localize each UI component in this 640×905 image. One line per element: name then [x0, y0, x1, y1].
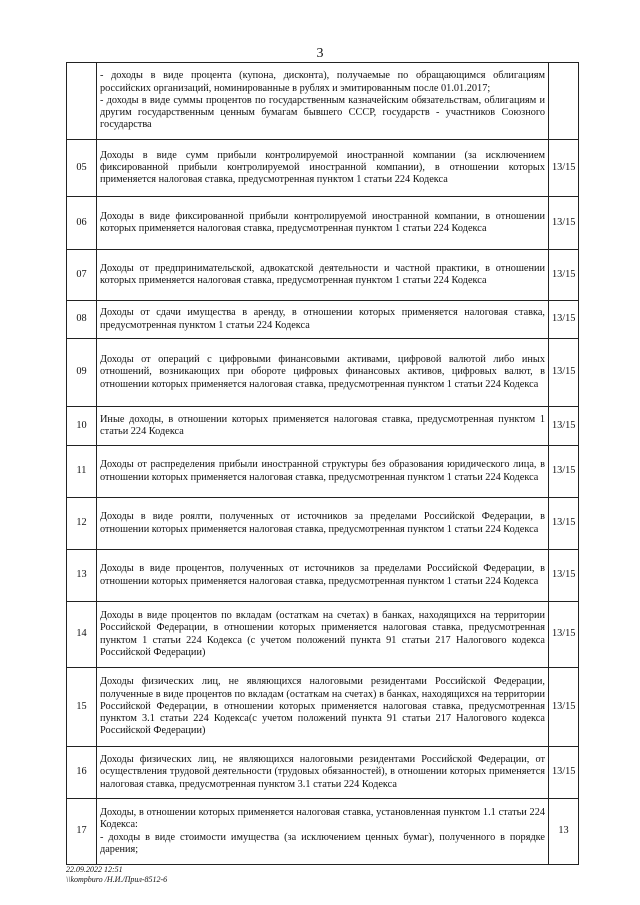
tax-rate: 13/15 — [549, 668, 579, 747]
income-description — [97, 301, 549, 339]
description-line: Доходы от сдачи имущества в аренду, в отношении которых применяется налоговая ставка, предусмотренная пунктом 1 статьи 224 Кодекса — [100, 307, 545, 331]
tax-rate: 13/15 — [549, 197, 579, 250]
table-row — [67, 250, 579, 301]
income-description — [97, 550, 549, 602]
income-code: 14 — [67, 602, 97, 668]
income-code: 17 — [67, 799, 97, 865]
print-path: \\kompburo /Н.И./Прил-8512-6 — [66, 875, 168, 884]
description-line: Доходы в виде сумм прибыли контролируемой иностранной компании (за исключением фиксированной прибыли контролируемой иностранной компании), в отношении которых применяется налоговая ставка, предусмотренная пунктом 1 статьи 224 Кодекса — [100, 149, 545, 186]
income-description — [97, 602, 549, 668]
description-line: Доходы, в отношении которых применяется налоговая ставка, установленная пунктом 1.1 статьи 224 Кодекса: — [100, 807, 545, 831]
table-row — [67, 301, 579, 339]
income-code: 07 — [67, 250, 97, 301]
income-codes-table — [66, 62, 579, 865]
income-description — [97, 747, 549, 799]
page-number: 3 — [316, 46, 324, 61]
income-code: 05 — [67, 140, 97, 197]
description-line: Доходы в виде роялти, полученных от источников за пределами Российской Федерации, в отношении которых применяется налоговая ставка, предусмотренная пунктом 1 статьи 224 Кодекса — [100, 511, 545, 535]
tax-rate: 13/15 — [549, 301, 579, 339]
description-line: Доходы от распределения прибыли иностранной структуры без образования юридического лица, в отношении которых применяется налоговая ставка, предусмотренная пунктом 1 статьи 224 Кодекса — [100, 459, 545, 483]
table-row — [67, 407, 579, 446]
income-code: 06 — [67, 197, 97, 250]
tax-rate — [549, 63, 579, 140]
tax-rate: 13/15 — [549, 550, 579, 602]
description-line: Доходы в виде процентов, полученных от источников за пределами Российской Федерации, в отношении которых применяется налоговая ставка, предусмотренная пунктом 1 статьи 224 Кодекса — [100, 563, 545, 587]
income-code: 16 — [67, 747, 97, 799]
description-line: - доходы в виде стоимости имущества (за исключением ценных бумаг), полученного в порядке дарения; — [100, 831, 545, 855]
tax-rate: 13/15 — [549, 407, 579, 446]
table-row — [67, 602, 579, 668]
tax-rate: 13/15 — [549, 498, 579, 550]
description-line: Доходы в виде процентов по вкладам (остаткам на счетах) в банках, находящихся на территории Российской Федерации, в отношении которых применяется налоговая ставка, предусмотренная пунктом 1 статьи 224 Кодекса (с учетом положений пункта 91 статьи 217 Налогового кодекса Российской Федерации) — [100, 610, 545, 658]
income-description — [97, 668, 549, 747]
description-line: Доходы физических лиц, не являющихся налоговыми резидентами Российской Федерации, от осуществления трудовой деятельности (трудовых обязанностей), в отношении которых применяется налоговая ставка, предусмотренная пунктом 3.1 статьи 224 Кодекса — [100, 754, 545, 790]
income-code — [67, 63, 97, 140]
income-description — [97, 446, 549, 498]
tax-rate: 13/15 — [549, 339, 579, 407]
description-line: - доходы в виде суммы процентов по государственным казначейским обязательствам, облигациям и другим государственным ценным бумагам бывшего СССР, государств - участников Союзного государства — [100, 94, 545, 131]
tax-rate: 13/15 — [549, 602, 579, 668]
income-code: 11 — [67, 446, 97, 498]
income-description — [97, 407, 549, 446]
table-row — [67, 498, 579, 550]
income-description — [97, 498, 549, 550]
income-description — [97, 799, 549, 865]
description-line: Иные доходы, в отношении которых применяется налоговая ставка, предусмотренная пунктом 1 статьи 224 Кодекса — [100, 413, 545, 437]
table-row — [67, 668, 579, 747]
tax-rate: 13 — [549, 799, 579, 865]
description-line: Доходы от предпринимательской, адвокатской деятельности и частной практики, в отношении которых применяется налоговая ставка, предусмотренная пунктом 1 статьи 224 Кодекса — [100, 262, 545, 286]
income-code: 12 — [67, 498, 97, 550]
income-code: 13 — [67, 550, 97, 602]
description-line: Доходы в виде фиксированной прибыли контролируемой иностранной компании, в отношении которых применяется налоговая ставка, предусмотренная пунктом 1 статьи 224 Кодекса — [100, 210, 545, 234]
table-row — [67, 747, 579, 799]
tax-rate: 13/15 — [549, 250, 579, 301]
table-row — [67, 799, 579, 865]
tax-rate: 13/15 — [549, 446, 579, 498]
income-code: 15 — [67, 668, 97, 747]
description-line: Доходы физических лиц, не являющихся налоговыми резидентами Российской Федерации, полученные в виде процентов по вкладам (остаткам на счетах) в банках, находящихся на территории Российской Федерации, в отношении которых применяется налоговая ставка, предусмотренная пунктом 3.1 статьи 224 Кодекса(с учетом положений пункта 91 статьи 217 Налогового кодекса Российской Федерации) — [100, 676, 545, 737]
table-row — [67, 63, 579, 140]
income-description — [97, 63, 549, 140]
income-description — [97, 250, 549, 301]
table-row — [67, 339, 579, 407]
income-code: 10 — [67, 407, 97, 446]
income-code: 09 — [67, 339, 97, 407]
print-footer — [66, 865, 167, 885]
income-description — [97, 140, 549, 197]
table-body — [67, 63, 579, 865]
table-row — [67, 140, 579, 197]
description-line: Доходы от операций с цифровыми финансовыми активами, цифровой валютой либо иных отношений, возникающих при обороте цифровых финансовых активов, цифровых валют, в отношении которых применяется налоговая ставка, предусмотренная пунктом 1 статьи 224 Кодекса — [100, 354, 545, 390]
table-row — [67, 550, 579, 602]
print-timestamp: 22.09.2022 12:51 — [66, 865, 123, 874]
tax-rate: 13/15 — [549, 140, 579, 197]
income-code: 08 — [67, 301, 97, 339]
table-row — [67, 446, 579, 498]
description-line: - доходы в виде процента (купона, дисконта), получаемые по обращающимся облигациям российских организаций, номинированные в рублях и эмитированным после 01.01.2017; — [100, 70, 545, 94]
income-description — [97, 339, 549, 407]
income-description — [97, 197, 549, 250]
tax-rate: 13/15 — [549, 747, 579, 799]
table-row — [67, 197, 579, 250]
